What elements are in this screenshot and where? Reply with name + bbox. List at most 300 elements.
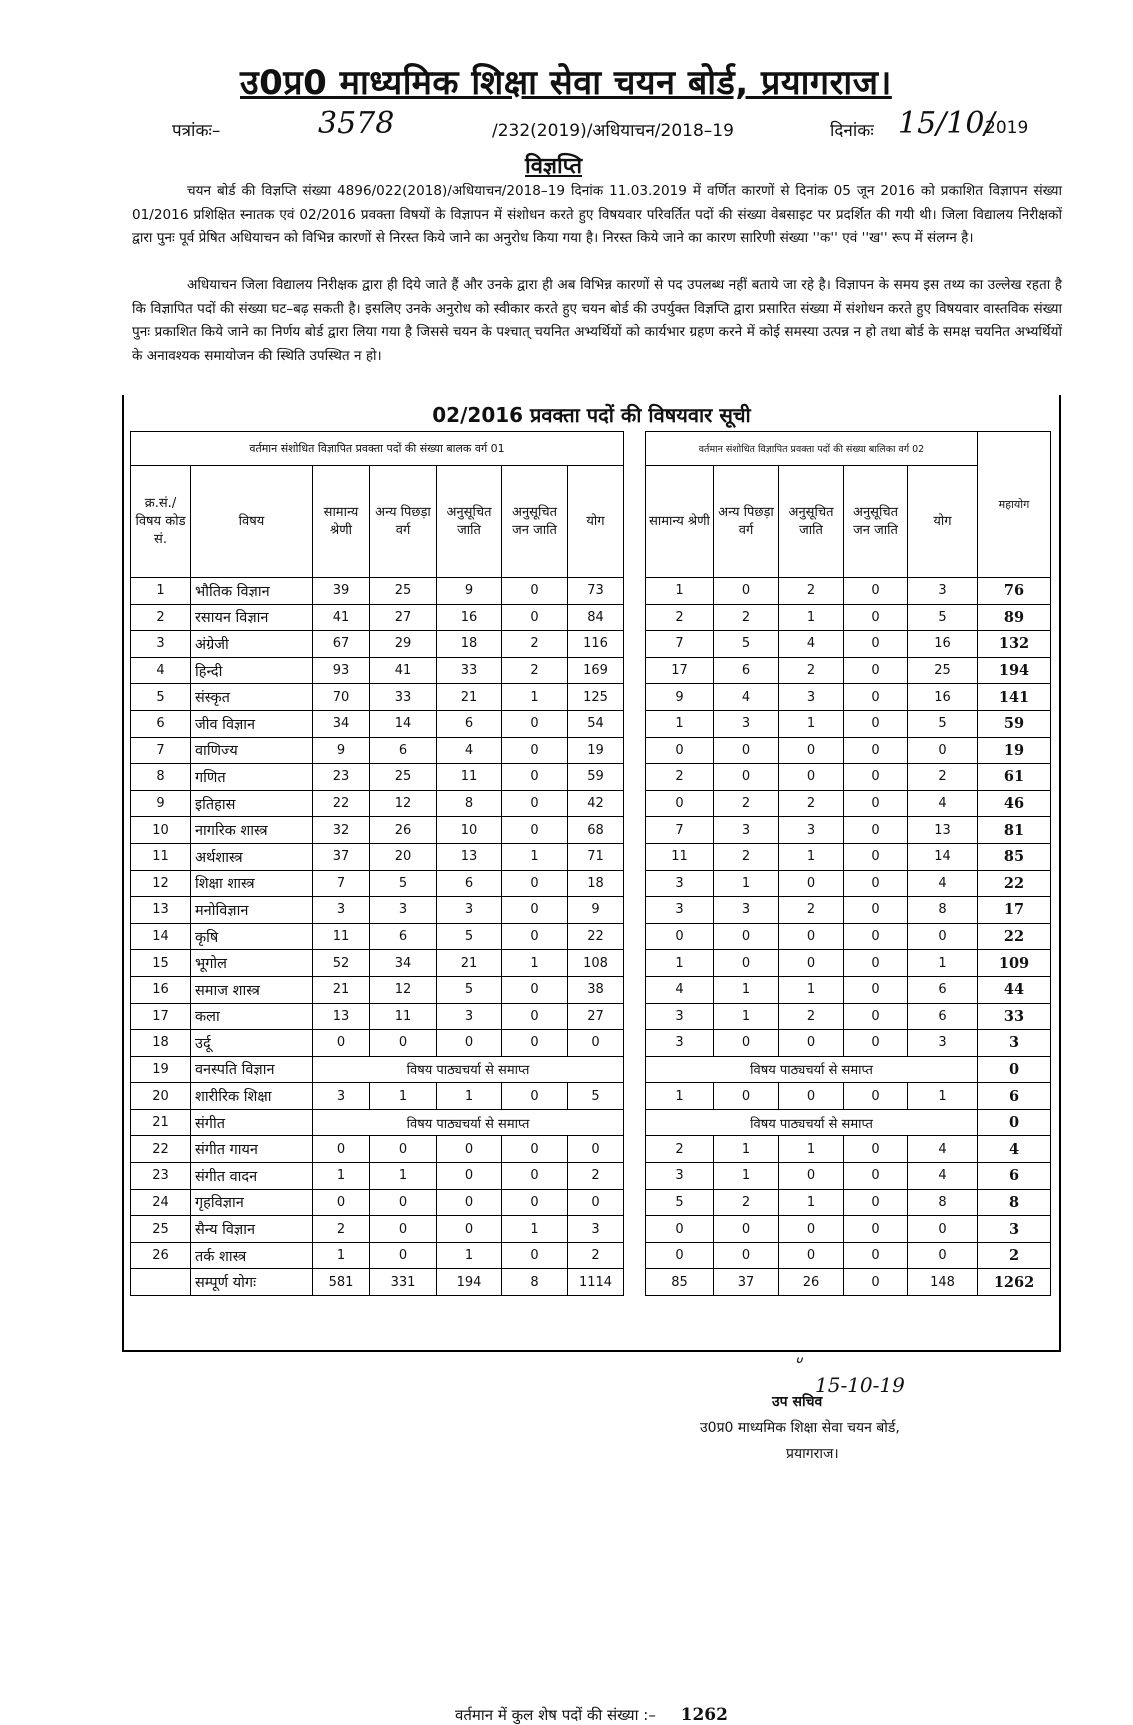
cell-girls-sc: 0	[779, 1242, 844, 1269]
cell-girls-st: 0	[844, 604, 908, 631]
cell-girls-sc: 2	[779, 1003, 844, 1030]
cell-girls-obc: 1	[714, 976, 779, 1003]
cell-girls-obc: 0	[714, 1216, 779, 1243]
cell-girls-general: 3	[646, 1003, 714, 1030]
table-row	[646, 843, 1051, 870]
cell-girls-obc: 3	[714, 710, 779, 737]
cell-girls-st: 0	[844, 790, 908, 817]
table-title: 02/2016 प्रवक्ता पदों की विषयवार सूची	[432, 403, 751, 427]
table-row	[131, 1189, 624, 1216]
cell-boys-sc: 1	[437, 1083, 502, 1110]
cell-subject: भौतिक विज्ञान	[191, 578, 313, 605]
cell-boys-general: 37	[313, 843, 370, 870]
cell-girls-general: 11	[646, 843, 714, 870]
cell-boys-obc: 1	[370, 1083, 437, 1110]
cell-boys-general: 39	[313, 578, 370, 605]
cell-boys-obc: 6	[370, 737, 437, 764]
cell-sno: 4	[131, 657, 191, 684]
table-row	[131, 1136, 624, 1163]
cell-girls-total-general: 85	[646, 1269, 714, 1296]
cell-subject: जीव विज्ञान	[191, 710, 313, 737]
cell-sno: 15	[131, 950, 191, 977]
cell-boys-obc: 14	[370, 710, 437, 737]
cell-girls-sc: 1	[779, 843, 844, 870]
cell-boys-obc: 1	[370, 1163, 437, 1190]
cell-grand-total: 85	[978, 843, 1051, 870]
table-row	[646, 1003, 1051, 1030]
cell-grand-total: 132	[978, 631, 1051, 658]
cell-girls-obc: 1	[714, 870, 779, 897]
cell-subject: गणित	[191, 764, 313, 791]
cell-girls-general: 2	[646, 604, 714, 631]
table-row	[131, 1216, 624, 1243]
signature-date: 15-10-19	[815, 1373, 905, 1397]
cell-grand-total: 17	[978, 897, 1051, 924]
cell-sno: 5	[131, 684, 191, 711]
cell-girls-general: 5	[646, 1189, 714, 1216]
cell-boys-total: 169	[568, 657, 624, 684]
cell-girls-general: 0	[646, 923, 714, 950]
cell-girls-total: 0	[908, 923, 978, 950]
cell-subject: शिक्षा शास्त्र	[191, 870, 313, 897]
total-row	[646, 1269, 1051, 1296]
cell-boys-total: 125	[568, 684, 624, 711]
cell-sno: 14	[131, 923, 191, 950]
remaining-value: 1262	[680, 1705, 728, 1725]
cell-girls-st: 0	[844, 631, 908, 658]
cell-boys-sc: 5	[437, 923, 502, 950]
col-header-st: अनुसूचित जन जाति	[502, 466, 568, 578]
cell-girls-sc: 1	[779, 1189, 844, 1216]
cell-girls-sc: 0	[779, 923, 844, 950]
cell-subject: रसायन विज्ञान	[191, 604, 313, 631]
cell-girls-general: 1	[646, 1083, 714, 1110]
cell-boys-obc: 0	[370, 1030, 437, 1057]
table-row	[131, 737, 624, 764]
table-row	[131, 1056, 624, 1083]
cell-boys-general: 7	[313, 870, 370, 897]
cell-grand-total: 59	[978, 710, 1051, 737]
cell-subject: संस्कृत	[191, 684, 313, 711]
cell-girls-obc: 3	[714, 817, 779, 844]
cell-sno	[131, 1269, 191, 1296]
cell-girls-general: 3	[646, 1030, 714, 1057]
cell-sno: 18	[131, 1030, 191, 1057]
cell-girls-st: 0	[844, 1163, 908, 1190]
cell-girls-st: 0	[844, 923, 908, 950]
cell-boys-sc: 11	[437, 764, 502, 791]
table-row	[131, 684, 624, 711]
cell-boys-obc: 41	[370, 657, 437, 684]
cell-boys-st: 0	[502, 923, 568, 950]
cell-boys-sc: 21	[437, 684, 502, 711]
cell-boys-general: 34	[313, 710, 370, 737]
signature-city: प्रयागराज।	[786, 1446, 839, 1462]
cell-boys-sc: 9	[437, 578, 502, 605]
cell-girls-total: 4	[908, 1136, 978, 1163]
group-header-boys: वर्तमान संशोधित विज्ञापित प्रवक्ता पदों की संख्या बालक वर्ग 01	[131, 432, 624, 466]
cell-girls-general: 0	[646, 1242, 714, 1269]
cell-boys-total-sc: 194	[437, 1269, 502, 1296]
cell-subject: सैन्य विज्ञान	[191, 1216, 313, 1243]
cell-boys-st: 0	[502, 976, 568, 1003]
cell-boys-total: 73	[568, 578, 624, 605]
cell-grand-total: 89	[978, 604, 1051, 631]
table-row	[646, 1109, 1051, 1136]
cell-boys-total-total: 1114	[568, 1269, 624, 1296]
col-header-obc: अन्य पिछड़ा वर्ग	[370, 466, 437, 578]
cell-girls-total: 16	[908, 631, 978, 658]
total-row	[131, 1269, 624, 1296]
cell-girls-obc: 2	[714, 790, 779, 817]
cell-subject: मनोविज्ञान	[191, 897, 313, 924]
cell-grand-total: 3	[978, 1216, 1051, 1243]
cell-boys-obc: 26	[370, 817, 437, 844]
table-row	[646, 1083, 1051, 1110]
cell-girls-sc: 2	[779, 578, 844, 605]
cell-boys-st: 0	[502, 1242, 568, 1269]
cell-girls-general: 3	[646, 870, 714, 897]
table-row	[646, 950, 1051, 977]
cell-boys-total: 0	[568, 1189, 624, 1216]
signature-designation: उप सचिव	[772, 1394, 823, 1410]
cell-girls-general: 0	[646, 737, 714, 764]
cell-girls-st: 0	[844, 578, 908, 605]
cell-boys-general: 1	[313, 1163, 370, 1190]
cell-girls-total: 6	[908, 976, 978, 1003]
cell-girls-general: 0	[646, 1216, 714, 1243]
cell-boys-general: 3	[313, 897, 370, 924]
cell-boys-obc: 0	[370, 1189, 437, 1216]
reference-number: /232(2019)/अधियाचन/2018–19	[492, 121, 734, 141]
cell-girls-general: 2	[646, 1136, 714, 1163]
table-row	[131, 1109, 624, 1136]
cell-grand-total: 3	[978, 1030, 1051, 1057]
cell-girls-total-obc: 37	[714, 1269, 779, 1296]
cell-girls-obc: 0	[714, 1030, 779, 1057]
cell-boys-st: 1	[502, 1216, 568, 1243]
cell-boys-st: 2	[502, 657, 568, 684]
cell-girls-total: 5	[908, 604, 978, 631]
cell-boys-st: 0	[502, 604, 568, 631]
cell-girls-sc: 0	[779, 764, 844, 791]
cell-girls-total: 1	[908, 950, 978, 977]
table-row	[646, 923, 1051, 950]
cell-girls-sc: 3	[779, 817, 844, 844]
cell-girls-st: 0	[844, 817, 908, 844]
cell-girls-total: 6	[908, 1003, 978, 1030]
cell-girls-st: 0	[844, 897, 908, 924]
girls-table	[645, 431, 1051, 1296]
cell-boys-st: 0	[502, 737, 568, 764]
cell-girls-st: 0	[844, 1136, 908, 1163]
table-row	[646, 1163, 1051, 1190]
cell-girls-general: 17	[646, 657, 714, 684]
cell-boys-st: 0	[502, 1163, 568, 1190]
cell-girls-obc: 0	[714, 950, 779, 977]
cell-girls-total: 0	[908, 1216, 978, 1243]
cell-sno: 3	[131, 631, 191, 658]
cell-grand-total: 8	[978, 1189, 1051, 1216]
table-row	[131, 764, 624, 791]
table-row	[131, 657, 624, 684]
cell-boys-sc: 4	[437, 737, 502, 764]
col-header-subject: विषय	[191, 466, 313, 578]
cell-girls-sc: 1	[779, 1136, 844, 1163]
cell-girls-st: 0	[844, 976, 908, 1003]
cell-subject: कृषि	[191, 923, 313, 950]
table-row	[646, 817, 1051, 844]
cell-girls-total: 3	[908, 1030, 978, 1057]
table-row	[131, 631, 624, 658]
cell-grand-total: 2	[978, 1242, 1051, 1269]
cell-grand-total: 0	[978, 1056, 1051, 1083]
cell-girls-obc: 0	[714, 737, 779, 764]
table-row	[131, 1242, 624, 1269]
cell-girls-st: 0	[844, 1083, 908, 1110]
table-row	[646, 790, 1051, 817]
cell-boys-sc: 33	[437, 657, 502, 684]
date-year: 2019	[985, 118, 1029, 138]
cell-girls-sc: 0	[779, 1083, 844, 1110]
cell-boys-obc: 0	[370, 1242, 437, 1269]
cell-subject: हिन्दी	[191, 657, 313, 684]
cell-grand-total: 61	[978, 764, 1051, 791]
cell-girls-st: 0	[844, 950, 908, 977]
cell-boys-sc: 21	[437, 950, 502, 977]
table-row	[646, 1189, 1051, 1216]
table-row	[646, 657, 1051, 684]
table-row	[131, 870, 624, 897]
cell-boys-obc: 25	[370, 578, 437, 605]
cell-boys-sc: 1	[437, 1242, 502, 1269]
cell-girls-sc: 2	[779, 790, 844, 817]
cell-boys-obc: 5	[370, 870, 437, 897]
table-row	[131, 950, 624, 977]
cell-girls-obc: 5	[714, 631, 779, 658]
cell-boys-st: 0	[502, 790, 568, 817]
cell-boys-obc: 6	[370, 923, 437, 950]
cell-girls-sc: 2	[779, 657, 844, 684]
cell-boys-general: 52	[313, 950, 370, 977]
col-header-sno: क्र.सं./ विषय कोड सं.	[131, 466, 191, 578]
cell-girls-sc: 0	[779, 1030, 844, 1057]
cell-sno: 13	[131, 897, 191, 924]
cell-boys-st: 0	[502, 1030, 568, 1057]
cell-girls-st: 0	[844, 1003, 908, 1030]
table-row	[131, 923, 624, 950]
table-row	[646, 737, 1051, 764]
cell-boys-general: 11	[313, 923, 370, 950]
cell-boys-total: 68	[568, 817, 624, 844]
cell-boys-obc: 29	[370, 631, 437, 658]
cell-girls-general: 0	[646, 790, 714, 817]
cell-girls-st: 0	[844, 870, 908, 897]
cell-boys-general: 3	[313, 1083, 370, 1110]
cell-boys-total: 71	[568, 843, 624, 870]
table-row	[131, 578, 624, 605]
cell-boys-total: 2	[568, 1163, 624, 1190]
table-row	[131, 604, 624, 631]
cell-girls-sc: 0	[779, 870, 844, 897]
cell-sno: 7	[131, 737, 191, 764]
cell-sno: 23	[131, 1163, 191, 1190]
table-row	[131, 1163, 624, 1190]
cell-discontinued: विषय पाठ्यचर्या से समाप्त	[313, 1056, 624, 1083]
cell-sno: 8	[131, 764, 191, 791]
patrank-label: पत्रांकः–	[172, 121, 221, 141]
col-header-general: सामान्य श्रेणी	[313, 466, 370, 578]
cell-boys-total: 59	[568, 764, 624, 791]
cell-grand-total: 22	[978, 870, 1051, 897]
cell-subject: इतिहास	[191, 790, 313, 817]
cell-boys-obc: 11	[370, 1003, 437, 1030]
col-header-sc: अनुसूचित जाति	[437, 466, 502, 578]
cell-boys-total: 0	[568, 1136, 624, 1163]
cell-subject: शारीरिक शिक्षा	[191, 1083, 313, 1110]
cell-boys-total: 0	[568, 1030, 624, 1057]
table-row	[131, 1003, 624, 1030]
notice-paragraph-1: चयन बोर्ड की विज्ञप्ति संख्या 4896/022(2018)/अधियाचन/2018–19 दिनांक 11.03.2019 में वर्णित कारणों से दिनांक 05 जून 2016 को प्रकाशित विज्ञापन संख्या 01/2016 प्रशिक्षित स्नातक एवं 02/2016 प्रवक्ता विषयों के विज्ञापन में संशोधन करते हुए विषयवार परिवर्तित पदों की संख्या वेबसाइट पर प्रदर्शित की गयी थी। जिला विद्यालय निरीक्षकों द्वारा पुनः पूर्व प्रेषित अधियाचन को विभिन्न कारणों से निरस्त किये जाने का अनुरोध किया गया है। निरस्त किये जाने का कारण सारिणी संख्या ''क'' एवं ''ख'' रूप में संलग्न है।	[132, 183, 1062, 247]
cell-girls-st: 0	[844, 1189, 908, 1216]
date-handwritten: 15/10/	[898, 106, 995, 141]
table-row	[131, 1083, 624, 1110]
cell-girls-total: 8	[908, 1189, 978, 1216]
cell-girls-obc: 2	[714, 604, 779, 631]
cell-girls-total: 0	[908, 1242, 978, 1269]
cell-boys-st: 1	[502, 843, 568, 870]
table-row	[131, 843, 624, 870]
cell-girls-total-total: 148	[908, 1269, 978, 1296]
cell-discontinued: विषय पाठ्यचर्या से समाप्त	[646, 1109, 978, 1136]
cell-girls-total: 5	[908, 710, 978, 737]
group-header-girls: वर्तमान संशोधित विज्ञापित प्रवक्ता पदों की संख्या बालिका वर्ग 02	[646, 432, 978, 466]
cell-girls-total: 0	[908, 737, 978, 764]
cell-grand-total: 6	[978, 1083, 1051, 1110]
cell-boys-general: 21	[313, 976, 370, 1003]
cell-grand-total: 109	[978, 950, 1051, 977]
cell-boys-total: 3	[568, 1216, 624, 1243]
cell-boys-total: 9	[568, 897, 624, 924]
cell-boys-obc: 0	[370, 1136, 437, 1163]
cell-boys-total: 108	[568, 950, 624, 977]
cell-sno: 22	[131, 1136, 191, 1163]
cell-grand-total: 1262	[978, 1269, 1051, 1296]
table-row	[131, 976, 624, 1003]
cell-boys-st: 0	[502, 817, 568, 844]
cell-boys-total: 54	[568, 710, 624, 737]
cell-girls-total: 4	[908, 870, 978, 897]
col-header-sc: अनुसूचित जाति	[779, 466, 844, 578]
cell-girls-general: 3	[646, 897, 714, 924]
signature-org: उ0प्र0 माध्यमिक शिक्षा सेवा चयन बोर्ड,	[700, 1420, 900, 1436]
cell-boys-sc: 0	[437, 1163, 502, 1190]
col-header-total: योग	[908, 466, 978, 578]
signature-initials: ᐡ	[793, 1352, 801, 1376]
cell-girls-obc: 2	[714, 843, 779, 870]
cell-girls-general: 7	[646, 631, 714, 658]
cell-grand-total: 0	[978, 1109, 1051, 1136]
cell-boys-general: 2	[313, 1216, 370, 1243]
cell-boys-total: 22	[568, 923, 624, 950]
cell-discontinued: विषय पाठ्यचर्या से समाप्त	[646, 1056, 978, 1083]
cell-boys-st: 0	[502, 1189, 568, 1216]
cell-boys-obc: 12	[370, 976, 437, 1003]
table-row	[646, 631, 1051, 658]
cell-boys-total: 84	[568, 604, 624, 631]
col-header-st: अनुसूचित जन जाति	[844, 466, 908, 578]
cell-boys-sc: 6	[437, 870, 502, 897]
cell-boys-total: 38	[568, 976, 624, 1003]
cell-girls-total: 4	[908, 1163, 978, 1190]
cell-grand-total: 44	[978, 976, 1051, 1003]
cell-boys-general: 67	[313, 631, 370, 658]
cell-girls-total: 25	[908, 657, 978, 684]
table-row	[646, 604, 1051, 631]
cell-girls-total-sc: 26	[779, 1269, 844, 1296]
cell-boys-obc: 34	[370, 950, 437, 977]
cell-boys-obc: 33	[370, 684, 437, 711]
cell-girls-obc: 0	[714, 923, 779, 950]
cell-sno: 6	[131, 710, 191, 737]
cell-sno: 1	[131, 578, 191, 605]
cell-girls-general: 1	[646, 950, 714, 977]
cell-boys-sc: 10	[437, 817, 502, 844]
table-row	[646, 1030, 1051, 1057]
page-title: उ0प्र0 माध्यमिक शिक्षा सेवा चयन बोर्ड, प्रयागराज।	[240, 63, 892, 103]
cell-boys-st: 0	[502, 897, 568, 924]
cell-girls-st: 0	[844, 1242, 908, 1269]
col-header-obc: अन्य पिछड़ा वर्ग	[714, 466, 779, 578]
cell-boys-total: 42	[568, 790, 624, 817]
table-row	[131, 1030, 624, 1057]
cell-boys-sc: 0	[437, 1216, 502, 1243]
cell-grand-total: 4	[978, 1136, 1051, 1163]
cell-girls-general: 9	[646, 684, 714, 711]
cell-boys-total: 27	[568, 1003, 624, 1030]
cell-subject: कला	[191, 1003, 313, 1030]
cell-boys-sc: 18	[437, 631, 502, 658]
cell-girls-general: 1	[646, 578, 714, 605]
cell-girls-total-st: 0	[844, 1269, 908, 1296]
cell-girls-st: 0	[844, 764, 908, 791]
cell-girls-total: 2	[908, 764, 978, 791]
cell-boys-total: 5	[568, 1083, 624, 1110]
cell-girls-sc: 4	[779, 631, 844, 658]
cell-girls-general: 3	[646, 1163, 714, 1190]
cell-boys-sc: 3	[437, 1003, 502, 1030]
remaining-label: वर्तमान में कुल शेष पदों की संख्या :–	[455, 1706, 656, 1724]
cell-grand-total: 46	[978, 790, 1051, 817]
cell-boys-general: 13	[313, 1003, 370, 1030]
cell-total-label: सम्पूर्ण योगः	[191, 1269, 313, 1296]
cell-girls-st: 0	[844, 843, 908, 870]
cell-girls-obc: 2	[714, 1189, 779, 1216]
cell-boys-general: 22	[313, 790, 370, 817]
cell-girls-sc: 0	[779, 1163, 844, 1190]
cell-boys-sc: 8	[437, 790, 502, 817]
table-row	[646, 870, 1051, 897]
cell-girls-obc: 0	[714, 578, 779, 605]
cell-girls-obc: 0	[714, 1083, 779, 1110]
cell-subject: नागरिक शास्त्र	[191, 817, 313, 844]
cell-girls-st: 0	[844, 1216, 908, 1243]
cell-girls-obc: 1	[714, 1136, 779, 1163]
cell-girls-total: 8	[908, 897, 978, 924]
table-row	[646, 710, 1051, 737]
cell-boys-obc: 25	[370, 764, 437, 791]
cell-girls-st: 0	[844, 737, 908, 764]
